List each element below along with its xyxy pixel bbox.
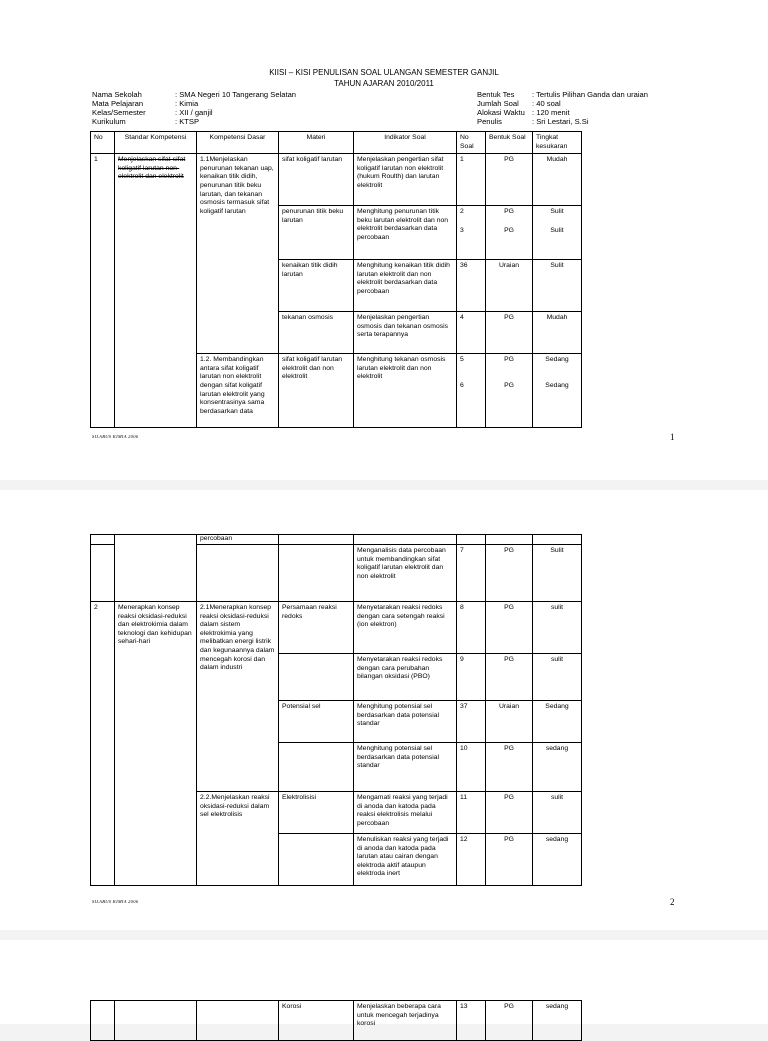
column-header: Indikator Soal (354, 132, 457, 154)
column-header: No Soal (457, 132, 486, 154)
no-soal: 13 (457, 1001, 486, 1041)
column-header: Standar Kompetensi (115, 132, 197, 154)
materi (279, 743, 354, 792)
tingkat-kesukaran: Sulit (533, 545, 582, 602)
page-number: 1 (670, 432, 675, 442)
document-page-1 (0, 0, 768, 480)
info-value: : SMA Negeri 10 Tangerang Selatan (175, 90, 297, 99)
materi: tekanan osmosis (279, 312, 354, 354)
bentuk-soal: PG (486, 545, 533, 602)
standar-kompetensi: Menerapkan konsep reaksi oksidasi-reduksi dan elektrokimia dalam teknologi dan kehidupan sehari-hari (115, 602, 197, 886)
bentuk-soal: PG (486, 154, 533, 206)
table-row (91, 602, 582, 654)
info-value: : 40 soal (532, 99, 561, 108)
kisi-table-page-3 (90, 1000, 582, 1041)
info-value: : Sri Lestari, S.Si (532, 117, 589, 126)
column-header: Materi (279, 132, 354, 154)
indikator-soal: Menghitung penurunan titik beku larutan elektrolit dan non elektrolit berdasarkan data percobaan (354, 206, 457, 260)
kompetensi-dasar: percobaan (197, 535, 279, 545)
info-label: Nama Sekolah (92, 90, 142, 99)
bentuk-soal: PG PG (486, 354, 533, 428)
info-label: Kurikulum (92, 117, 126, 126)
kisi-table-page-2 (90, 534, 582, 886)
tingkat-kesukaran: sulit (533, 654, 582, 701)
materi: Korosi (279, 1001, 354, 1041)
bentuk-soal: PG (486, 312, 533, 354)
indikator-soal: Menghitung tekanan osmosis larutan elektrolit dan non elektrolit (354, 354, 457, 428)
materi: sifat koligatif larutan (279, 154, 354, 206)
school-info-left (92, 90, 296, 126)
no-soal: 7 (457, 545, 486, 602)
no-soal: 8 (457, 602, 486, 654)
materi: sifat koligatif larutan elektrolit dan non elektrolit (279, 354, 354, 428)
indikator-soal: Menjelaskan beberapa cara untuk mencegah terjadinya korosi (354, 1001, 457, 1041)
kisi-table-page-1 (90, 131, 582, 428)
document-page-3 (0, 940, 768, 1028)
table-header-row (91, 132, 582, 154)
page-footer: SILABUS KIMIA 2006 (92, 899, 139, 904)
document-page-2 (0, 490, 768, 930)
tingkat-kesukaran: sedang (533, 743, 582, 792)
tingkat-kesukaran: Mudah (533, 154, 582, 206)
kompetensi-dasar: 1.2. Membandingkan antara sifat koligatif larutan non elektrolit dengan sifat koligatif larutan elektrolit yang konsentrasinya sama berdasarkan data (197, 354, 279, 428)
info-label: Bentuk Tes (477, 90, 515, 99)
no-soal: 12 (457, 834, 486, 886)
tingkat-kesukaran: sedang (533, 1001, 582, 1041)
materi: Persamaan reaksi redoks (279, 602, 354, 654)
document-title: KIISI – KISI PENULISAN SOAL ULANGAN SEMESTER GANJIL (269, 68, 499, 77)
bentuk-soal: PG (486, 1001, 533, 1041)
tingkat-kesukaran: sulit (533, 602, 582, 654)
tingkat-kesukaran: Mudah (533, 312, 582, 354)
column-header: Kompetensi Dasar (197, 132, 279, 154)
info-label: Kelas/Semester (92, 108, 146, 117)
info-value: : Kimia (175, 99, 199, 108)
indikator-soal: Menyetarakan reaksi redoks dengan cara perubahan bilangan oksidasi (PBO) (354, 654, 457, 701)
kompetensi-dasar: 2.2.Menjelaskan reaksi oksidasi-reduksi dalam sel elektrolisis (197, 792, 279, 886)
sk-number: 1 (91, 154, 115, 428)
info-label: Jumlah Soal (477, 99, 519, 108)
indikator-soal: Menuliskan reaksi yang terjadi di anoda dan katoda pada larutan atau cairan dengan elektroda aktif ataupun elektroda inert (354, 834, 457, 886)
materi: penurunan titik beku larutan (279, 206, 354, 260)
info-label: Mata Pelajaran (92, 99, 144, 108)
materi: kenaikan titik didih larutan (279, 260, 354, 312)
bentuk-soal: PG (486, 602, 533, 654)
indikator-soal: Menjelaskan pengertian sifat koligatif larutan non elektrolit (hukum Roulth) dan larutan elektrolit (354, 154, 457, 206)
bentuk-soal: PG PG (486, 206, 533, 260)
no-soal: 11 (457, 792, 486, 834)
bentuk-soal: PG (486, 743, 533, 792)
academic-year: TAHUN AJARAN 2010/2011 (334, 79, 434, 88)
tingkat-kesukaran: sedang (533, 834, 582, 886)
tingkat-kesukaran: Sedang Sedang (533, 354, 582, 428)
no-soal: 10 (457, 743, 486, 792)
school-info-right (477, 90, 648, 126)
info-value: : KTSP (175, 117, 200, 126)
table-row (91, 154, 582, 206)
bentuk-soal: Uraian (486, 701, 533, 743)
table-row (91, 535, 582, 545)
column-header: No (91, 132, 115, 154)
indikator-soal: Menjelaskan pengertian osmosis dan tekanan osmosis serta terapannya (354, 312, 457, 354)
kompetensi-dasar: 2.1Menerapkan konsep reaksi oksidasi-reduksi dalam sistem elektrokimia yang melibatkan energi listrik dan kegunaannya dalam mencegah korosi dan dalam industri (197, 602, 279, 792)
info-label: Penulis (477, 117, 502, 126)
indikator-soal: Menghitung potensial sel berdasarkan data potensial standar (354, 701, 457, 743)
bentuk-soal: PG (486, 834, 533, 886)
bentuk-soal: PG (486, 792, 533, 834)
no-soal: 2 3 (457, 206, 486, 260)
bentuk-soal: Uraian (486, 260, 533, 312)
no-soal: 37 (457, 701, 486, 743)
tingkat-kesukaran: Sulit (533, 260, 582, 312)
no-soal: 5 6 (457, 354, 486, 428)
info-value: : Tertulis Pilihan Ganda dan uraian (532, 90, 648, 99)
no-soal: 36 (457, 260, 486, 312)
tingkat-kesukaran: Sulit Sulit (533, 206, 582, 260)
indikator-soal: Menghitung kenaikan titik didih larutan elektrolit dan non elektrolit berdasarkan data percobaan (354, 260, 457, 312)
tingkat-kesukaran: sulit (533, 792, 582, 834)
no-soal: 4 (457, 312, 486, 354)
materi: Elektrolisisi (279, 792, 354, 834)
indikator-soal: Menghitung potensial sel berdasarkan data potensial standar (354, 743, 457, 792)
info-value: : 120 menit (532, 108, 570, 117)
no-soal: 1 (457, 154, 486, 206)
bentuk-soal: PG (486, 654, 533, 701)
kompetensi-dasar: 1.1Menjelaskan penurunan tekanan uap, kenaikan titik didih, penurunan titik beku larutan, dan tekanan osmosis termasuk sifat koligatif larutan (197, 154, 279, 354)
column-header: Bentuk Soal (486, 132, 533, 154)
indikator-soal: Mengamati reaksi yang terjadi di anoda dan katoda pada reaksi elektrolisis melalui percobaan (354, 792, 457, 834)
standar-kompetensi: Menjelaskan sifat-sifat koligatif larutan non-elektrolit dan elektrolit (115, 154, 197, 428)
page-number: 2 (670, 897, 675, 907)
sk-number: 2 (91, 602, 115, 886)
materi (279, 654, 354, 701)
indikator-soal: Menyetarakan reaksi redoks dengan cara setengah reaksi (ion elektron) (354, 602, 457, 654)
no-soal: 9 (457, 654, 486, 701)
indikator-soal: Menganalisis data percobaan untuk membandingkan sifat koligatif larutan elektrolit dan non elektrolit (354, 545, 457, 602)
materi (279, 834, 354, 886)
info-value: : XII / ganjil (175, 108, 213, 117)
materi: Potensial sel (279, 701, 354, 743)
page-footer: SILABUS KIMIA 2006 (92, 434, 139, 439)
column-header: Tingkat kesukaran (533, 132, 582, 154)
info-label: Alokasi Waktu (477, 108, 525, 117)
table-row (91, 1001, 582, 1041)
tingkat-kesukaran: Sedang (533, 701, 582, 743)
